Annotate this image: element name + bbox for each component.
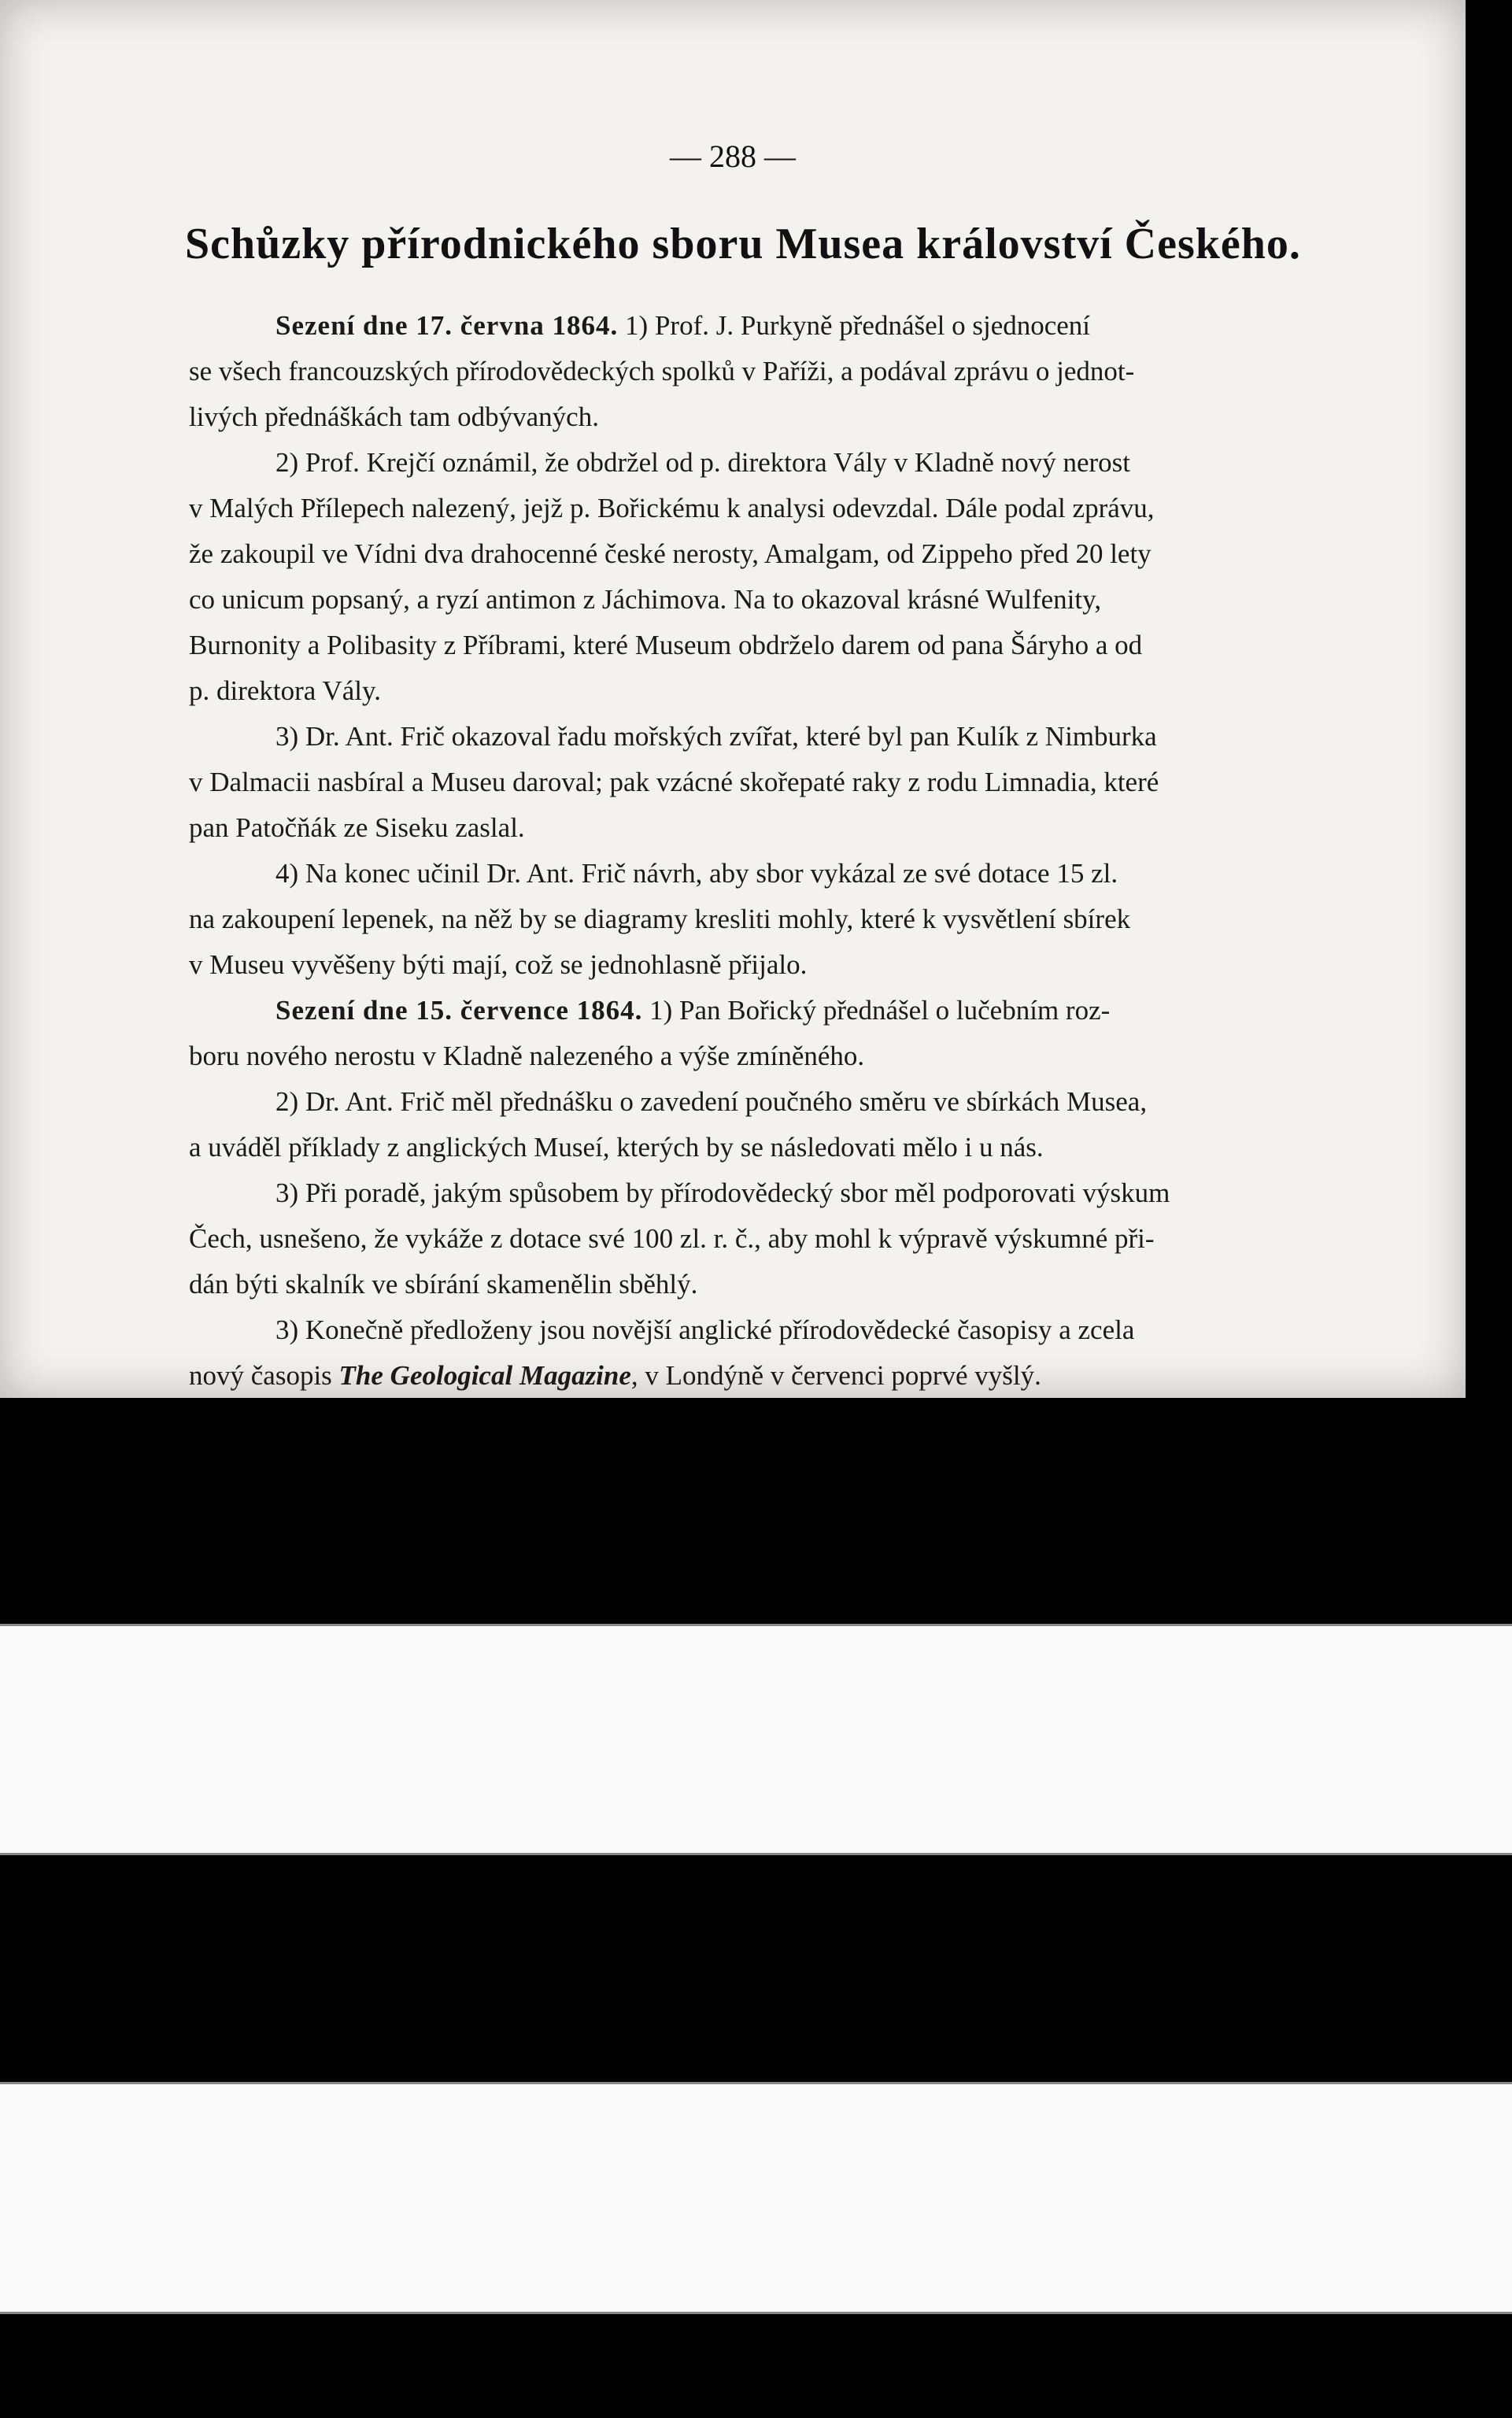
text-line: že zakoupil ve Vídni dva drahocenné české nerosty, Amalgam, od Zippeho před 20 lety [189,538,1152,569]
text-line: co unicum popsaný, a ryzí antimon z Jáchimova. Na to okazoval krásné Wulfenity, [189,584,1102,615]
page-title: Schůzky přírodnického sboru Musea království Českého. [185,220,1301,268]
blank-band [0,1626,1512,1854]
session-heading: Sezení dne 17. června 1864. [275,310,619,341]
divider [0,1853,1512,1855]
text-line: boru nového nerostu v Kladně nalezeného a výše zmíněného. [189,1041,865,1071]
text-line: v Dalmacii nasbíral a Museu daroval; pak vzácné skořepaté raky z rodu Limnadia, které [189,767,1159,797]
text-line: Burnonity a Polibasity z Příbrami, které Museum obdrželo darem od pana Šáryho a od [189,630,1143,660]
page-number: — 288 — [670,139,796,174]
body-text [189,303,1425,1398]
blank-band [0,2084,1512,2313]
text-line: 3) Konečně předloženy jsou novější anglické přírodovědecké časopisy a zcela [275,1314,1135,1345]
text-line: 2) Dr. Ant. Frič měl přednášku o zavedení poučného směru ve sbírkách Musea, [275,1086,1148,1117]
text-line: pan Patočňák ze Siseku zaslal. [189,812,525,843]
text-line: 3) Dr. Ant. Frič okazoval řadu mořských zvířat, které byl pan Kulík z Nimburka [275,721,1157,752]
scan-border [1466,0,1512,1398]
text-line: v Museu vyvěšeny býti mají, což se jednohlasně přijalo. [189,949,808,980]
text-line: Sezení dne 15. července 1864. 1) Pan Bořický přednášel o lučebním roz- [275,995,1111,1026]
text-line: 2) Prof. Krejčí oznámil, že obdržel od p. direktora Vály v Kladně nový nerost [275,447,1130,478]
text-line: 4) Na konec učinil Dr. Ant. Frič návrh, aby sbor vykázal ze své dotace 15 zl. [275,858,1118,889]
text-line: 3) Při poradě, jakým spůsobem by přírodovědecký sbor měl podporovati výskum [275,1178,1170,1208]
text-line: se všech francouzských přírodovědeckých spolků v Paříži, a podával zprávu o jednot- [189,356,1135,386]
text-line: dán býti skalník ve sbírání skamenělin sběhlý. [189,1269,698,1300]
text-line: a uváděl příklady z anglických Museí, kterých by se následovati mělo i u nás. [189,1132,1044,1163]
text-line: Sezení dne 17. června 1864. 1) Prof. J. Purkyně přednášel o sjednocení [275,310,1091,341]
text-line: nový časopis The Geological Magazine, v Londýně v červenci poprvé vyšlý. [189,1360,1041,1391]
divider [0,2312,1512,2314]
text-line: na zakoupení lepenek, na něž by se diagramy kresliti mohly, které k vysvětlení sbírek [189,904,1131,934]
text-line: livých přednáškách tam odbývaných. [189,401,599,432]
text-line: v Malých Přílepech nalezený, jejž p. Bořickému k analysi odevzdal. Dále podal zprávu, [189,493,1155,523]
journal-title: The Geological Magazine [338,1360,631,1391]
text-line: Čech, usnešeno, že vykáže z dotace své 100 zl. r. č., aby mohl k výpravě výskumné při- [189,1223,1155,1254]
session-heading: Sezení dne 15. července 1864. [275,995,643,1026]
text-line: p. direktora Vály. [189,675,381,706]
